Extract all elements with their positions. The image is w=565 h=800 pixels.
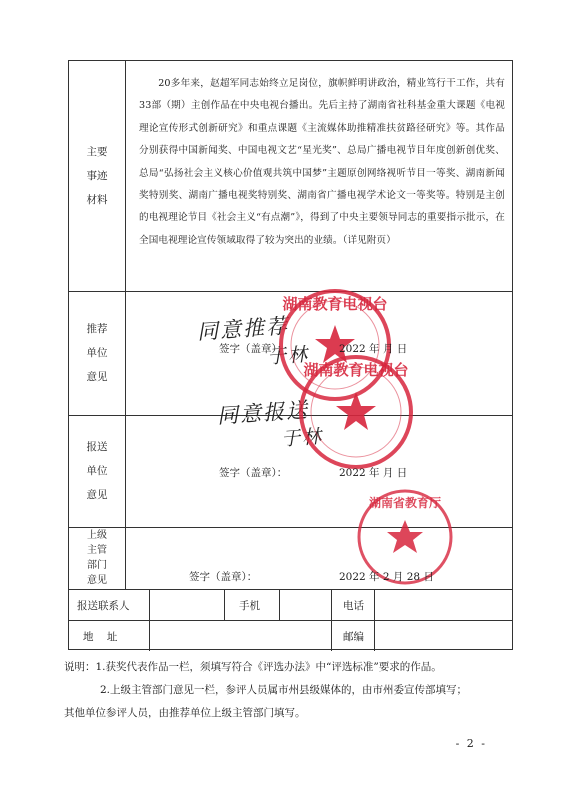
recommend-label: 推荐 单位 意见 bbox=[86, 323, 108, 383]
cell-divider bbox=[224, 589, 225, 620]
address-label: 地 址 bbox=[83, 631, 118, 643]
submit-sign-label: 签字（盖章）： bbox=[219, 467, 288, 479]
notes bbox=[64, 656, 514, 725]
row-divider bbox=[69, 589, 512, 590]
award-form-table bbox=[68, 60, 513, 650]
notes-line-1: 说明：1.获奖代表作品一栏，须填写符合《评选办法》中“评选标准”要求的作品。 bbox=[64, 661, 442, 673]
cell-divider bbox=[331, 589, 332, 651]
tel-label: 电话 bbox=[343, 600, 364, 612]
notes-line-3: 其他单位参评人员，由推荐单位上级主管部门填写。 bbox=[64, 707, 306, 719]
recommend-seal-text: 湖南教育电视台 bbox=[282, 295, 388, 313]
superior-sign-label: 签字（盖章）： bbox=[189, 571, 258, 583]
superior-date: 2022 年 2 月 28 日 bbox=[339, 571, 434, 583]
contact-label: 报送联系人 bbox=[77, 600, 130, 612]
submit-date: 2022 年 月 日 bbox=[339, 467, 408, 479]
recommend-handwriting: 同意推荐 bbox=[196, 313, 290, 345]
submit-handwriting: 同意报送 bbox=[216, 397, 310, 429]
superior-label: 上级 主管 部门 意见 bbox=[87, 530, 107, 586]
cell-divider bbox=[279, 589, 280, 620]
recommend-date: 2022 年 月 日 bbox=[339, 343, 408, 355]
submit-seal-text: 湖南教育电视台 bbox=[303, 361, 409, 379]
submit-signature: 于林 bbox=[280, 425, 324, 451]
submit-seal bbox=[297, 353, 415, 471]
materials-label: 主要 事迹 材料 bbox=[86, 146, 108, 206]
notes-line-2: 2.上级主管部门意见一栏，参评人员属市州县级媒体的，由市州委宣传部填写； bbox=[100, 684, 468, 696]
superior-seal-text: 湖南省教育厅 bbox=[368, 496, 442, 510]
page-number: - 2 - bbox=[455, 737, 487, 750]
recommend-sign-label: 签字（盖章）： bbox=[219, 343, 288, 355]
recommend-signature: 于林 bbox=[266, 343, 310, 369]
materials-text: 20多年来，赵超军同志始终立足岗位，旗帜鲜明讲政治，精业笃行干工作，共有33部（期）主创作品在中央电视台播出。先后主持了湖南省社科基金重大课题《电视理论宣传形式创新研究》和重点课题《主流媒体助推精准扶贫路径研究》等。其作品分别获得中国新闻奖、中国电视文艺“星光奖”、总局广播电视节目年度创新创优奖、总局“弘扬社会主义核心价值观共筑中国梦”主题原创网络视听节目一等奖、湖南新闻奖特别奖、湖南广播电视奖特别奖、湖南省广播电视学术论文一等奖等。特别是主创的电视理论节目《社会主义“有点潮”》，得到了中央主要领导同志的重要指示批示，在全国电视理论宣传领域取得了较为突出的业绩。（详见附页） bbox=[139, 78, 505, 246]
submit-label: 报送 单位 意见 bbox=[86, 441, 108, 501]
cell-divider bbox=[149, 589, 150, 651]
zip-label: 邮编 bbox=[343, 631, 364, 643]
row-divider bbox=[69, 620, 512, 621]
label-column-divider bbox=[125, 61, 126, 589]
phone-label: 手机 bbox=[239, 600, 260, 612]
cell-divider bbox=[374, 589, 375, 651]
